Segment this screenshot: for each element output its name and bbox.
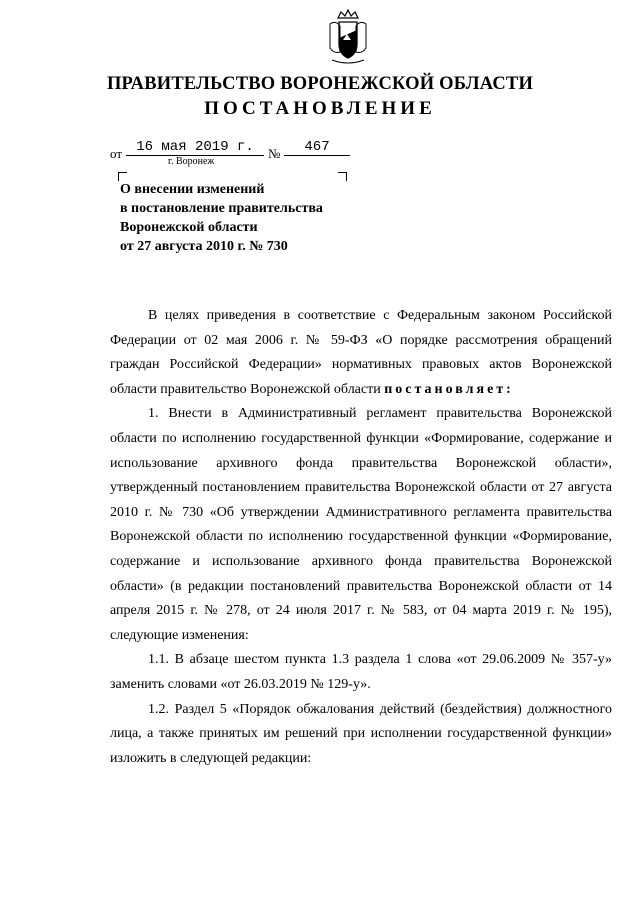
subject-line: Воронежской области — [120, 220, 258, 235]
resolves-word: постановляет: — [384, 381, 514, 397]
document-body — [110, 304, 612, 771]
item-1-1-paragraph: 1.1. В абзаце шестом пункта 1.3 раздела 1 слова «от 29.06.2009 № 357-у» заменить словами «от 26.03.2019 № 129-у». — [110, 652, 612, 692]
subject-line: от 27 августа 2010 г. № 730 — [120, 239, 288, 254]
date-from-label: от — [110, 146, 123, 161]
document-subject — [120, 180, 420, 256]
document-number: 467 — [284, 139, 350, 156]
preamble-text: В целях приведения в соответствие с Федеральным законом Российской Федерации от 02 мая 2006 г. № 59-ФЗ «О порядке рассмотрения обращений граждан Российской Федерации» нормативных правовых актов Воронежской области правительство Воронежской области — [110, 308, 612, 397]
subject-line: О внесении изменений — [120, 182, 265, 197]
preamble-paragraph — [110, 304, 612, 402]
organization-name: ПРАВИТЕЛЬСТВО ВОРОНЕЖСКОЙ ОБЛАСТИ — [106, 74, 534, 94]
number-label: № — [268, 146, 281, 161]
city-name: г. Воронеж — [168, 156, 215, 167]
item-1-2-paragraph: 1.2. Раздел 5 «Порядок обжалования действий (бездействия) должностного лица, а также принятых им решений при исполнении государственной функции» изложить в следующей редакции: — [110, 701, 612, 766]
document-type: ПОСТАНОВЛЕНИЕ — [204, 98, 436, 119]
document-date: 16 мая 2019 г. — [126, 139, 264, 156]
item-1-paragraph: 1. Внести в Административный регламент правительства Воронежской области по исполнению государственной функции «Формирование, содержание и использование архивного фонда правительства Воронежской области», утвержденный постановлением правительства Воронежской области от 27 августа 2010 г. № 730 «Об утверждении Административного регламента правительства Воронежской области по исполнению государственной функции «Формирование, содержание и использование архивного фонда правительства Воронежской области» (в редакции постановлений правительства Воронежской области от 14 апреля 2015 г. № 278, от 24 июля 2017 г. № 583, от 04 марта 2019 г. № 195), следующие изменения: — [110, 406, 612, 643]
subject-line: в постановление правительства — [120, 201, 323, 216]
coat-of-arms-icon — [326, 8, 370, 68]
